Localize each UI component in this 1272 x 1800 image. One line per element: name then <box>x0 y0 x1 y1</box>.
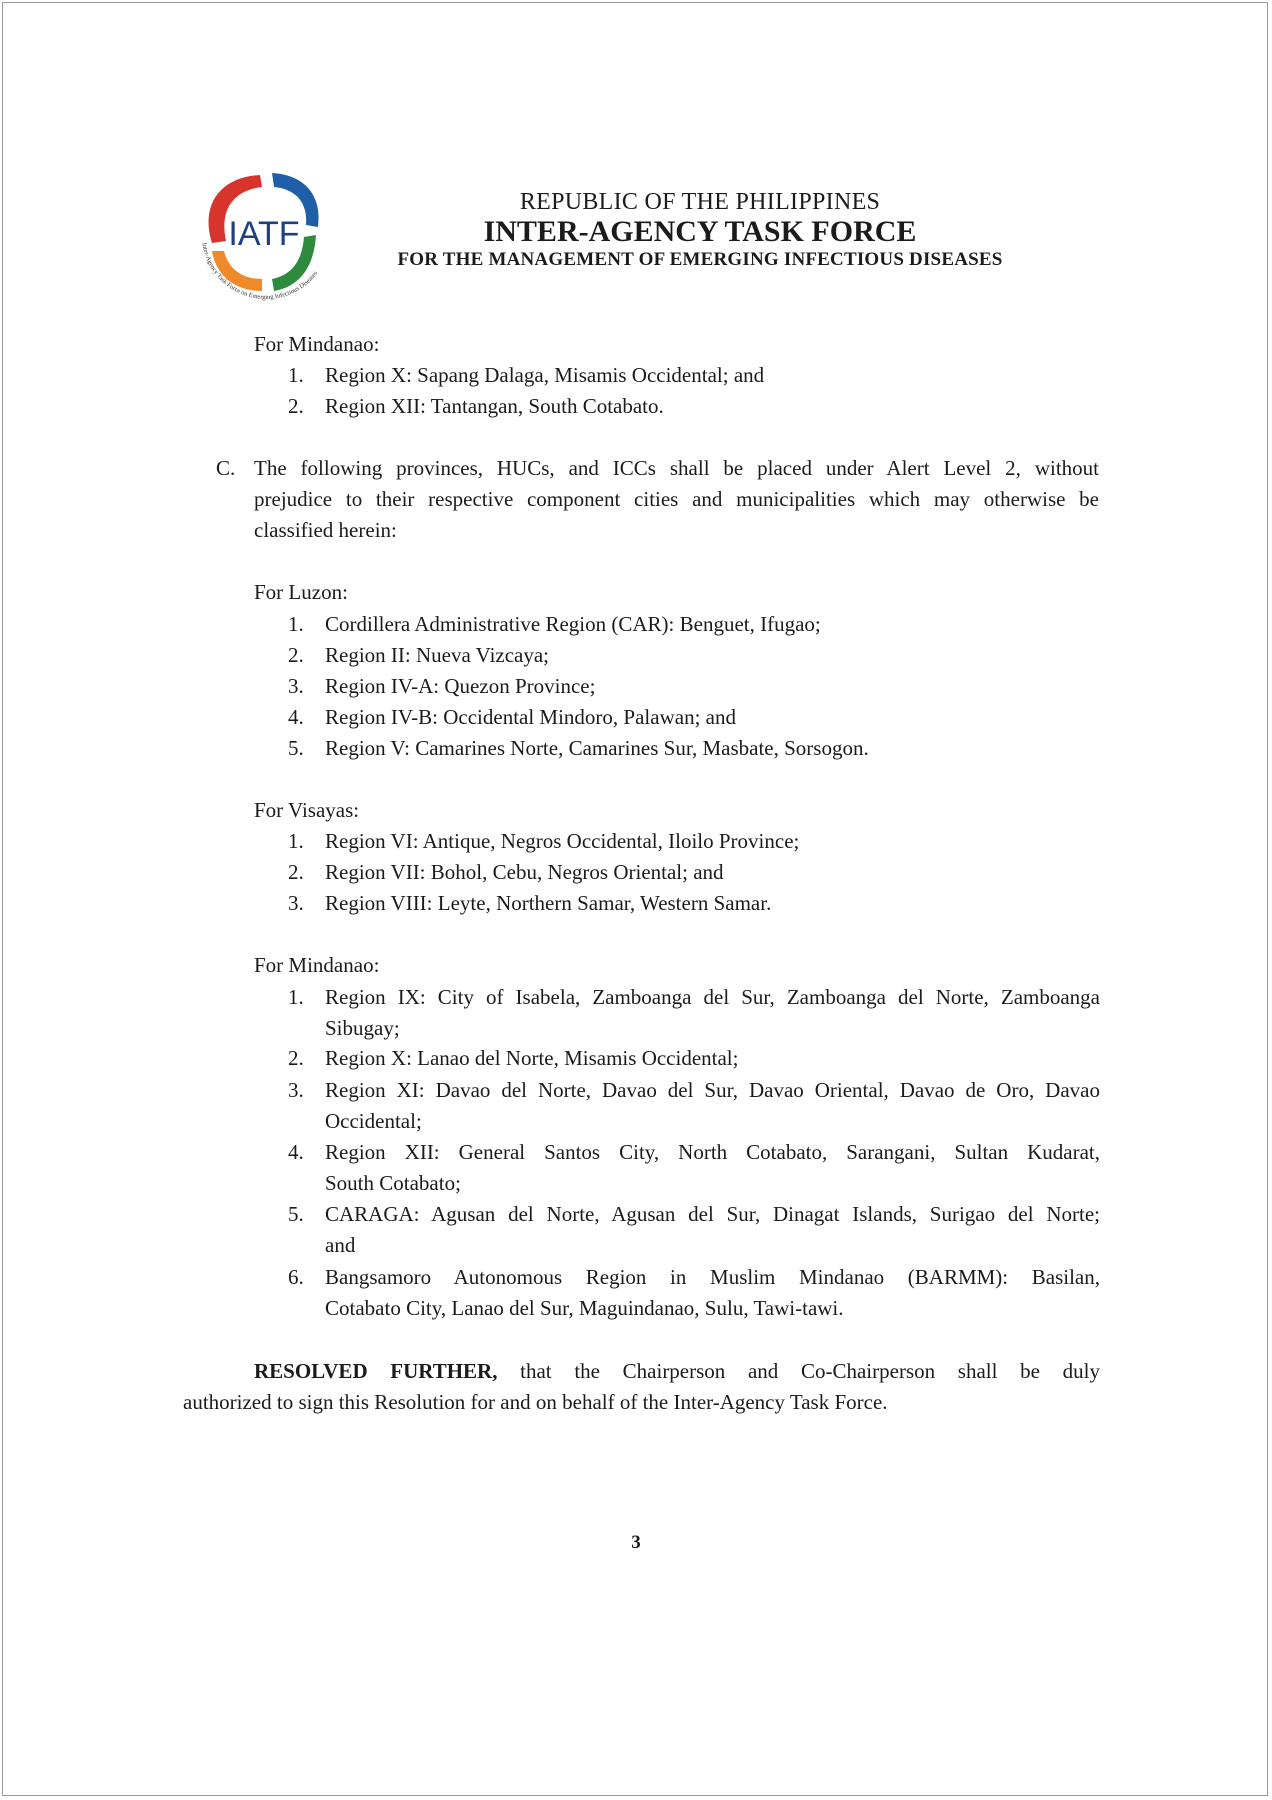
section-c-line-3: classified herein: <box>254 518 397 542</box>
agency-subtitle: FOR THE MANAGEMENT OF EMERGING INFECTIOUS DISEASES <box>397 249 1003 270</box>
list-item: Region V: Camarines Norte, Camarines Sur, Masbate, Sorsogon. <box>325 736 869 760</box>
list-number: 2. <box>288 860 304 884</box>
resolved-rest: that the Chairperson and Co-Chairperson shall be duly <box>497 1359 1100 1383</box>
iatf-logo <box>190 165 350 305</box>
list-item: Region IV-B: Occidental Mindoro, Palawan; and <box>325 705 736 729</box>
list-item: Region XII: General Santos City, North Cotabato, Sarangani, Sultan Kudarat, <box>325 1140 1100 1164</box>
list-number: 4. <box>288 1140 304 1164</box>
list-number: 1. <box>288 985 304 1009</box>
list-item-continuation: and <box>325 1233 356 1257</box>
section-c-line-2: prejudice to their respective component cities and municipalities which may otherwise be <box>254 487 1099 511</box>
list-number: 3. <box>288 1078 304 1102</box>
list-number: 2. <box>288 1046 304 1070</box>
list-number: 3. <box>288 674 304 698</box>
list-number: 2. <box>288 643 304 667</box>
page-number: 3 <box>631 1532 641 1553</box>
list-number: 1. <box>288 612 304 636</box>
list-number: 2. <box>288 394 304 418</box>
list-item: Region II: Nueva Vizcaya; <box>325 643 550 667</box>
list-item-continuation: Occidental; <box>325 1109 422 1133</box>
resolved-paragraph-line-2: authorized to sign this Resolution for and on behalf of the Inter-Agency Task Force. <box>183 1390 888 1414</box>
logo-ring-text: Inter-Agency Task Force on Emerging Infectious Diseases <box>200 242 320 302</box>
list-item: Cordillera Administrative Region (CAR): Benguet, Ifugao; <box>325 612 821 636</box>
list-item: Region XII: Tantangan, South Cotabato. <box>325 394 664 418</box>
republic-title: REPUBLIC OF THE PHILIPPINES <box>519 189 881 215</box>
list-number: 5. <box>288 736 304 760</box>
list-item: Region XI: Davao del Norte, Davao del Sur, Davao Oriental, Davao de Oro, Davao <box>325 1078 1100 1102</box>
list-number: 6. <box>288 1265 304 1289</box>
logo-orange-hand <box>212 251 262 291</box>
list-number: 1. <box>288 363 304 387</box>
resolved-bold: RESOLVED FURTHER, <box>254 1359 498 1383</box>
list-item: Region VII: Bohol, Cebu, Negros Oriental; and <box>325 860 724 884</box>
list-number: 3. <box>288 891 304 915</box>
section-c-letter: C. <box>216 456 236 480</box>
list-number: 5. <box>288 1202 304 1226</box>
agency-title: INTER-AGENCY TASK FORCE <box>483 215 917 248</box>
logo-text: IATF <box>228 215 300 253</box>
list-item-continuation: Cotabato City, Lanao del Sur, Maguindanao, Sulu, Tawi-tawi. <box>325 1296 844 1320</box>
resolved-paragraph-line-1 <box>254 1358 1100 1384</box>
list-item: Region X: Sapang Dalaga, Misamis Occidental; and <box>325 363 765 387</box>
mindanao-top-heading: For Mindanao: <box>254 332 380 356</box>
list-item: Region X: Lanao del Norte, Misamis Occidental; <box>325 1046 739 1070</box>
luzon-heading: For Luzon: <box>254 580 348 604</box>
list-item: CARAGA: Agusan del Norte, Agusan del Sur, Dinagat Islands, Surigao del Norte; <box>325 1202 1100 1226</box>
list-number: 1. <box>288 829 304 853</box>
list-item: Bangsamoro Autonomous Region in Muslim Mindanao (BARMM): Basilan, <box>325 1265 1100 1289</box>
list-item-continuation: South Cotabato; <box>325 1171 461 1195</box>
list-item: Region IV-A: Quezon Province; <box>325 674 596 698</box>
list-number: 4. <box>288 705 304 729</box>
mindanao-heading: For Mindanao: <box>254 953 380 977</box>
list-item: Region VI: Antique, Negros Occidental, Iloilo Province; <box>325 829 800 853</box>
list-item-continuation: Sibugay; <box>325 1016 400 1040</box>
list-item: Region VIII: Leyte, Northern Samar, Western Samar. <box>325 891 772 915</box>
visayas-heading: For Visayas: <box>254 798 360 822</box>
letterhead <box>350 188 1050 272</box>
section-c-line-1: The following provinces, HUCs, and ICCs shall be placed under Alert Level 2, without <box>254 456 1099 480</box>
list-item: Region IX: City of Isabela, Zamboanga del Sur, Zamboanga del Norte, Zamboanga <box>325 985 1100 1009</box>
